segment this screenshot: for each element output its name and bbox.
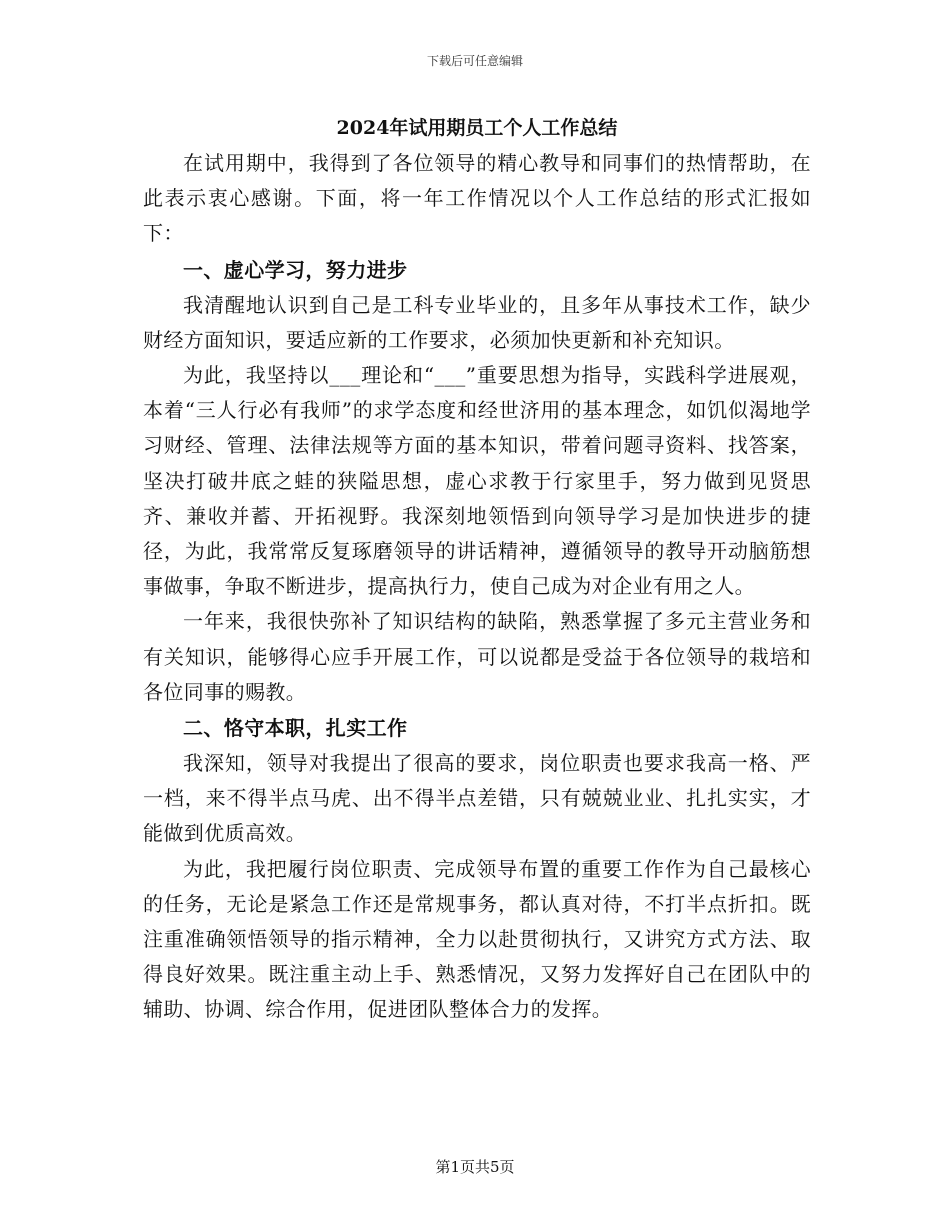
document-title: 2024年试用期员工个人工作总结: [336, 117, 618, 139]
paragraph: 一年来，我很快弥补了知识结构的缺陷，熟悉掌握了多元主营业务和有关知识，能够得心应手开展工作，可以说都是受益于各位领导的栽培和各位同事的赐教。: [143, 609, 811, 704]
intro-paragraph: 在试用期中，我得到了各位领导的精心教导和同事们的热情帮助，在此表示衷心感谢。下面，将一年工作情况以个人工作总结的形式汇报如下：: [143, 151, 811, 246]
document-body: [143, 112, 811, 1028]
section-heading-1: 一、虚心学习，努力进步: [183, 257, 408, 282]
paragraph: 为此，我坚持以___理论和“___”重要思想为指导，实践科学进展观，本着“三人行必有我师”的求学态度和经世济用的基本理念，如饥似渴地学习财经、管理、法律法规等方面的基本知识，带着问题寻资料、找答案，坚决打破井底之蛙的狭隘思想，虚心求教于行家里手，努力做到见贤思齐、兼收并蓄、开拓视野。我深刻地领悟到向领导学习是加快进步的捷径，为此，我常常反复琢磨领导的讲话精神，遵循领导的教导开动脑筋想事做事，争取不断进步，提高执行力，使自己成为对企业有用之人。: [143, 363, 811, 599]
section-heading-2: 二、恪守本职，扎实工作: [183, 716, 408, 741]
paragraph: 我深知，领导对我提出了很高的要求，岗位职责也要求我高一格、严一档，来不得半点马虎、出不得半点差错，只有兢兢业业、扎扎实实，才能做到优质高效。: [143, 751, 811, 846]
header-note: 下载后可任意编辑: [426, 54, 523, 68]
paragraph: 为此，我把履行岗位职责、完成领导布置的重要工作作为自己最核心的任务，无论是紧急工作还是常规事务，都认真对待，不打半点折扣。既注重准确领悟领导的指示精神，全力以赴贯彻执行，又讲究方式方法、取得良好效果。既注重主动上手、熟悉情况，又努力发挥好自己在团队中的辅助、协调、综合作用，促进团队整体合力的发挥。: [143, 856, 811, 1022]
paragraph: 我清醒地认识到自己是工科专业毕业的，且多年从事技术工作，缺少财经方面知识，要适应新的工作要求，必须加快更新和补充知识。: [143, 292, 811, 352]
page-footer: 第1页共5页: [435, 1158, 515, 1176]
